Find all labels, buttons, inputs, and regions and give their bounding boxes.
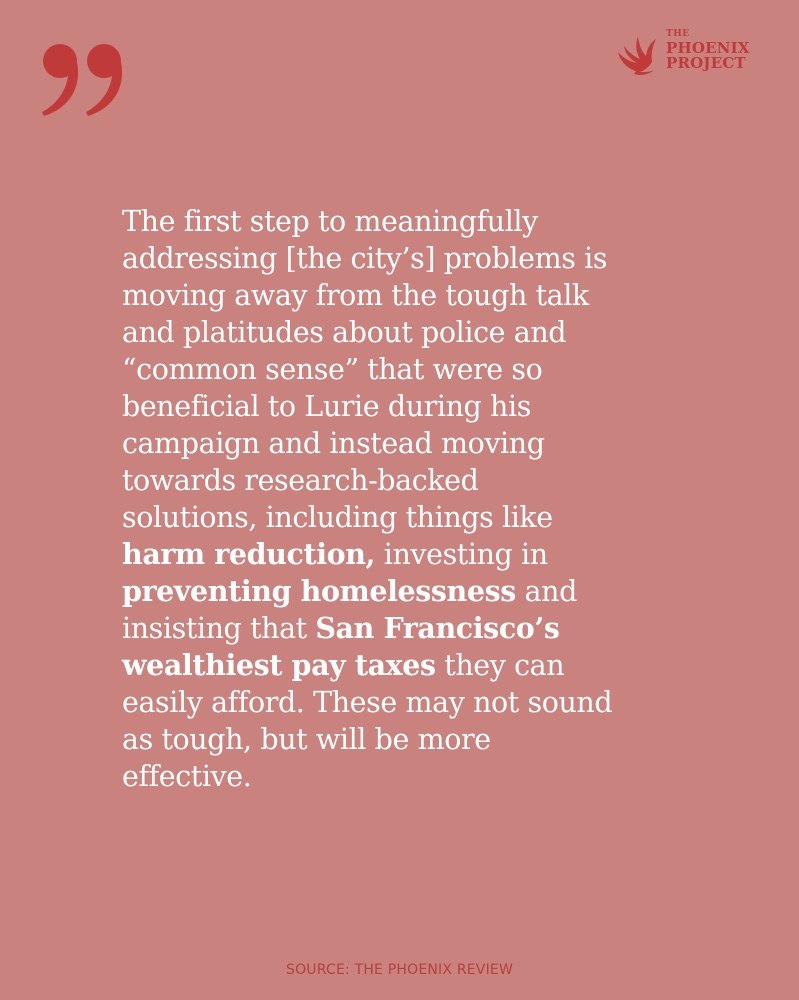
quote-segment: towards research-backed: [122, 464, 479, 497]
quote-line: [122, 684, 722, 721]
quote-segment: addressing [the city’s] problems is: [122, 242, 608, 275]
logo-line-1: PHOENIX: [666, 39, 750, 57]
quote-line: [122, 610, 722, 647]
quote-emphasis: wealthiest pay taxes: [122, 648, 436, 682]
quote-segment: solutions, including things like: [122, 501, 553, 534]
quote-line: [122, 314, 722, 351]
logo-line-2: PROJECT: [666, 54, 746, 72]
quote-line: [122, 647, 722, 684]
quote-line: [122, 203, 722, 240]
quote-line: [122, 425, 722, 462]
quote-line: [122, 462, 722, 499]
logo-wordmark: [666, 30, 750, 71]
quote-line: [122, 240, 722, 277]
quote-line: [122, 499, 722, 536]
quote-emphasis: San Francisco’s: [315, 611, 560, 645]
quote-segment: as tough, but will be more: [122, 723, 491, 756]
quote-segment: campaign and instead moving: [122, 427, 545, 460]
quote-text: [122, 203, 722, 795]
quote-line: [122, 351, 722, 388]
quote-line: [122, 573, 722, 610]
quote-segment: and: [515, 575, 577, 608]
source-credit: SOURCE: THE PHOENIX REVIEW: [286, 962, 513, 978]
quote-segment: easily afford. These may not sound: [122, 686, 613, 719]
quote-segment: moving away from the tough talk: [122, 279, 589, 312]
quote-segment: “common sense” that were so: [122, 353, 543, 386]
quote-line: [122, 721, 722, 758]
quote-emphasis: preventing homelessness: [122, 574, 516, 608]
quote-segment: and platitudes about police and: [122, 316, 567, 349]
quote-emphasis: harm reduction,: [122, 537, 376, 571]
logo-the: THE: [666, 29, 690, 39]
quote-segment: insisting that: [122, 612, 316, 645]
quote-line: [122, 277, 722, 314]
quote-segment: beneficial to Lurie during his: [122, 390, 531, 423]
quote-segment: effective.: [122, 760, 252, 793]
quote-segment: investing in: [375, 538, 548, 571]
phoenix-icon: [616, 32, 662, 76]
quote-segment: The first step to meaningfully: [122, 205, 538, 238]
quote-segment: they can: [435, 649, 565, 682]
quote-line: [122, 388, 722, 425]
quote-line: [122, 536, 722, 573]
quote-mark-icon: [40, 28, 130, 118]
quote-line: [122, 758, 722, 795]
logo: [616, 30, 776, 80]
